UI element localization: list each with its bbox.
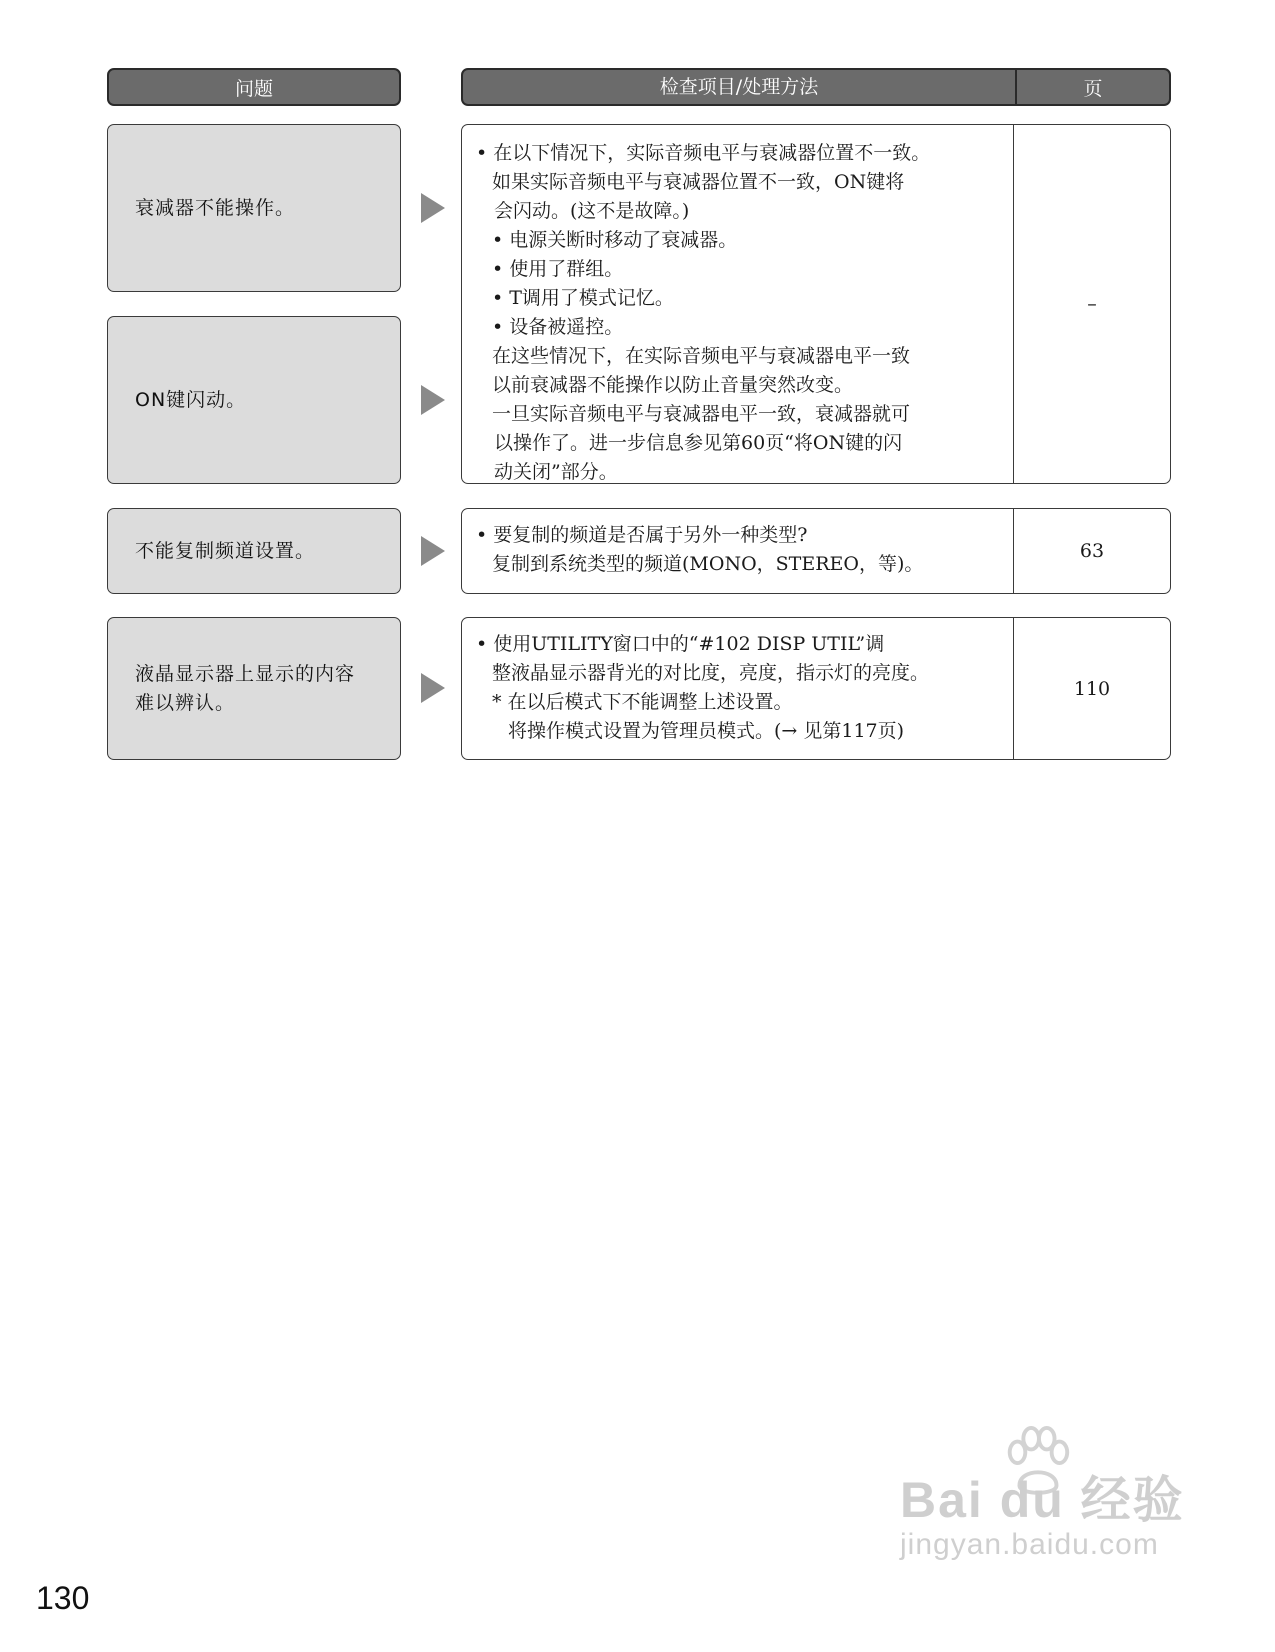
- page-reference: 63: [1079, 540, 1105, 562]
- page-reference: –: [1087, 293, 1097, 315]
- header-problem: [107, 68, 401, 106]
- solution-box: [461, 124, 1171, 484]
- problem-line: 液晶显示器上显示的内容: [135, 662, 356, 685]
- header-page-label: 页: [1083, 77, 1103, 100]
- solution-line: 动关闭”部分。: [494, 461, 618, 483]
- solution-text: [462, 618, 1014, 759]
- arrow-right-icon: [421, 673, 445, 703]
- solution-line: 如果实际音频电平与衰减器位置不一致，ON键将: [492, 171, 905, 193]
- solution-line: * 在以后模式下不能调整上述设置。: [492, 691, 793, 713]
- solution-line: 复制到系统类型的频道(MONO，STEREO，等)。: [492, 553, 924, 575]
- problem-line: 难以辨认。: [135, 691, 236, 714]
- solution-line: 以操作了。进一步信息参见第60页“将ON键的闪: [494, 432, 903, 454]
- arrow-right-icon: [421, 536, 445, 566]
- problem-text: [135, 660, 355, 718]
- solution-text: [462, 125, 1014, 483]
- solution-line: • 要复制的频道是否属于另外一种类型?: [476, 524, 808, 546]
- problem-text: 衰减器不能操作。: [135, 196, 296, 219]
- solution-line: 整液晶显示器背光的对比度，亮度，指示灯的亮度。: [492, 662, 930, 684]
- solution-line: • T调用了模式记忆。: [492, 287, 674, 309]
- solution-line: • 在以下情况下，实际音频电平与衰减器位置不一致。: [476, 142, 931, 164]
- solution-line: 将操作模式设置为管理员模式。(→ 见第117页): [508, 720, 905, 742]
- solution-line: 在这些情况下，在实际音频电平与衰减器电平一致: [492, 345, 911, 367]
- solution-box: [461, 617, 1171, 760]
- header-solution-label: 检查项目/处理方法: [463, 70, 1017, 104]
- solution-box: [461, 508, 1171, 594]
- solution-text: [462, 509, 1014, 593]
- problem-text: 不能复制频道设置。: [135, 539, 316, 562]
- solution-line: • 设备被遥控。: [492, 316, 624, 338]
- solution-line: 会闪动。(这不是故障。): [494, 200, 690, 222]
- watermark-brand: Bai du 经验: [900, 1472, 1185, 1528]
- solution-line: 以前衰减器不能操作以防止音量突然改变。: [492, 374, 854, 396]
- watermark: [900, 1460, 1200, 1580]
- problem-text: ON键闪动。: [135, 388, 247, 411]
- solution-line: • 电源关断时移动了衰减器。: [492, 229, 738, 251]
- solution-line: • 使用了群组。: [492, 258, 624, 280]
- arrow-right-icon: [421, 385, 445, 415]
- arrow-right-icon: [421, 193, 445, 223]
- watermark-url: jingyan.baidu.com: [900, 1528, 1159, 1561]
- problem-box: [107, 617, 401, 760]
- page-number: 130: [36, 1580, 90, 1616]
- solution-line: • 使用UTILITY窗口中的“#102 DISP UTIL”调: [476, 633, 885, 655]
- header-problem-label: 问题: [234, 77, 273, 100]
- header-solution-page: [461, 68, 1171, 106]
- problem-box: [107, 316, 401, 484]
- page-reference: 110: [1073, 677, 1111, 700]
- problem-box: [107, 124, 401, 292]
- problem-box: [107, 508, 401, 594]
- solution-line: 一旦实际音频电平与衰减器电平一致，衰减器就可: [492, 403, 911, 425]
